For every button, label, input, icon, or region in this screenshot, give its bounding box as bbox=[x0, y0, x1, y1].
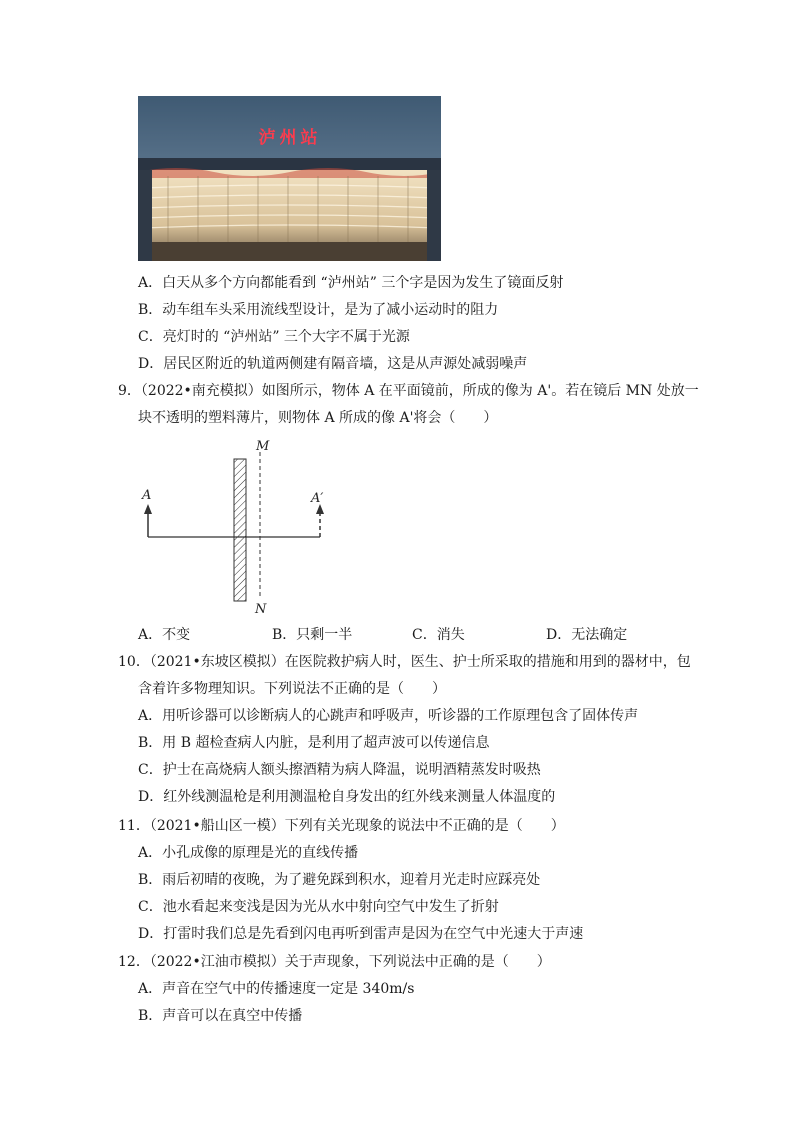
q8-option-a: A．白天从多个方向都能看到 “泸州站” 三个字是因为发生了镜面反射 bbox=[138, 275, 564, 291]
q9-option-a: A．不变 bbox=[138, 627, 191, 643]
q8-option-b: B．动车组车头采用流线型设计，是为了减小运动时的阻力 bbox=[138, 302, 499, 318]
q10-option-d: D．红外线测温枪是利用测温枪自身发出的红外线来测量人体温度的 bbox=[138, 789, 556, 805]
q12-stem: 12．（2022•江油市模拟）关于声现象，下列说法中正确的是（ ） bbox=[118, 954, 551, 970]
q11-stem: 11．（2021•船山区一模）下列有关光现象的说法中不正确的是（ ） bbox=[118, 818, 565, 834]
q10-option-b: B．用 B 超检查病人内脏，是利用了超声波可以传递信息 bbox=[138, 735, 490, 751]
station-sign-text: 泸州站 bbox=[258, 128, 322, 148]
q9-stem-line2: 块不透明的塑料薄片，则物体 A 所成的像 A'将会（ ） bbox=[138, 410, 498, 426]
q9-option-c: C．消失 bbox=[412, 627, 465, 643]
object-a-arrowhead bbox=[144, 504, 152, 514]
q9-option-d: D．无法确定 bbox=[546, 627, 628, 643]
label-a-prime: A′ bbox=[311, 491, 324, 506]
label-m: M bbox=[256, 439, 270, 454]
q11-option-c: C．池水看起来变浅是因为光从水中射向空气中发生了折射 bbox=[138, 899, 499, 915]
q10-stem-line2: 含着许多物理知识。下列说法不正确的是（ ） bbox=[138, 681, 446, 697]
q8-option-d: D．居民区附近的轨道两侧建有隔音墙，这是从声源处减弱噪声 bbox=[138, 356, 528, 372]
q10-option-c: C．护士在高烧病人额头擦酒精为病人降温，说明酒精蒸发时吸热 bbox=[138, 762, 541, 778]
plane-mirror bbox=[234, 459, 246, 601]
label-a: A bbox=[142, 488, 152, 503]
q9-option-b: B．只剩一半 bbox=[272, 627, 353, 643]
q11-option-b: B．雨后初晴的夜晚，为了避免踩到积水，迎着月光走时应踩亮处 bbox=[138, 872, 541, 888]
q11-option-d: D．打雷时我们总是先看到闪电再听到雷声是因为在空气中光速大于声速 bbox=[138, 926, 584, 942]
q12-option-a: A．声音在空气中的传播速度一定是 340m/s bbox=[138, 981, 415, 997]
q9-stem-line1: 9．（2022•南充模拟）如图所示，物体 A 在平面镜前，所成的像为 A'。若在镜后 MN 处放一 bbox=[118, 383, 699, 399]
q10-option-a: A．用听诊器可以诊断病人的心跳声和呼吸声，听诊器的工作原理包含了固体传声 bbox=[138, 708, 639, 724]
q8-option-c: C．亮灯时的 “泸州站” 三个大字不属于光源 bbox=[138, 329, 410, 345]
q10-stem-line1: 10．（2021•东坡区模拟）在医院救护病人时，医生、护士所采取的措施和用到的器材中，包 bbox=[118, 654, 691, 670]
q12-option-b: B．声音可以在真空中传播 bbox=[138, 1008, 303, 1024]
label-n: N bbox=[255, 602, 267, 617]
station-photo-graphic bbox=[138, 96, 441, 261]
mirror-diagram bbox=[130, 432, 350, 617]
q11-option-a: A．小孔成像的原理是光的直线传播 bbox=[138, 845, 359, 861]
station-photo bbox=[138, 96, 441, 261]
